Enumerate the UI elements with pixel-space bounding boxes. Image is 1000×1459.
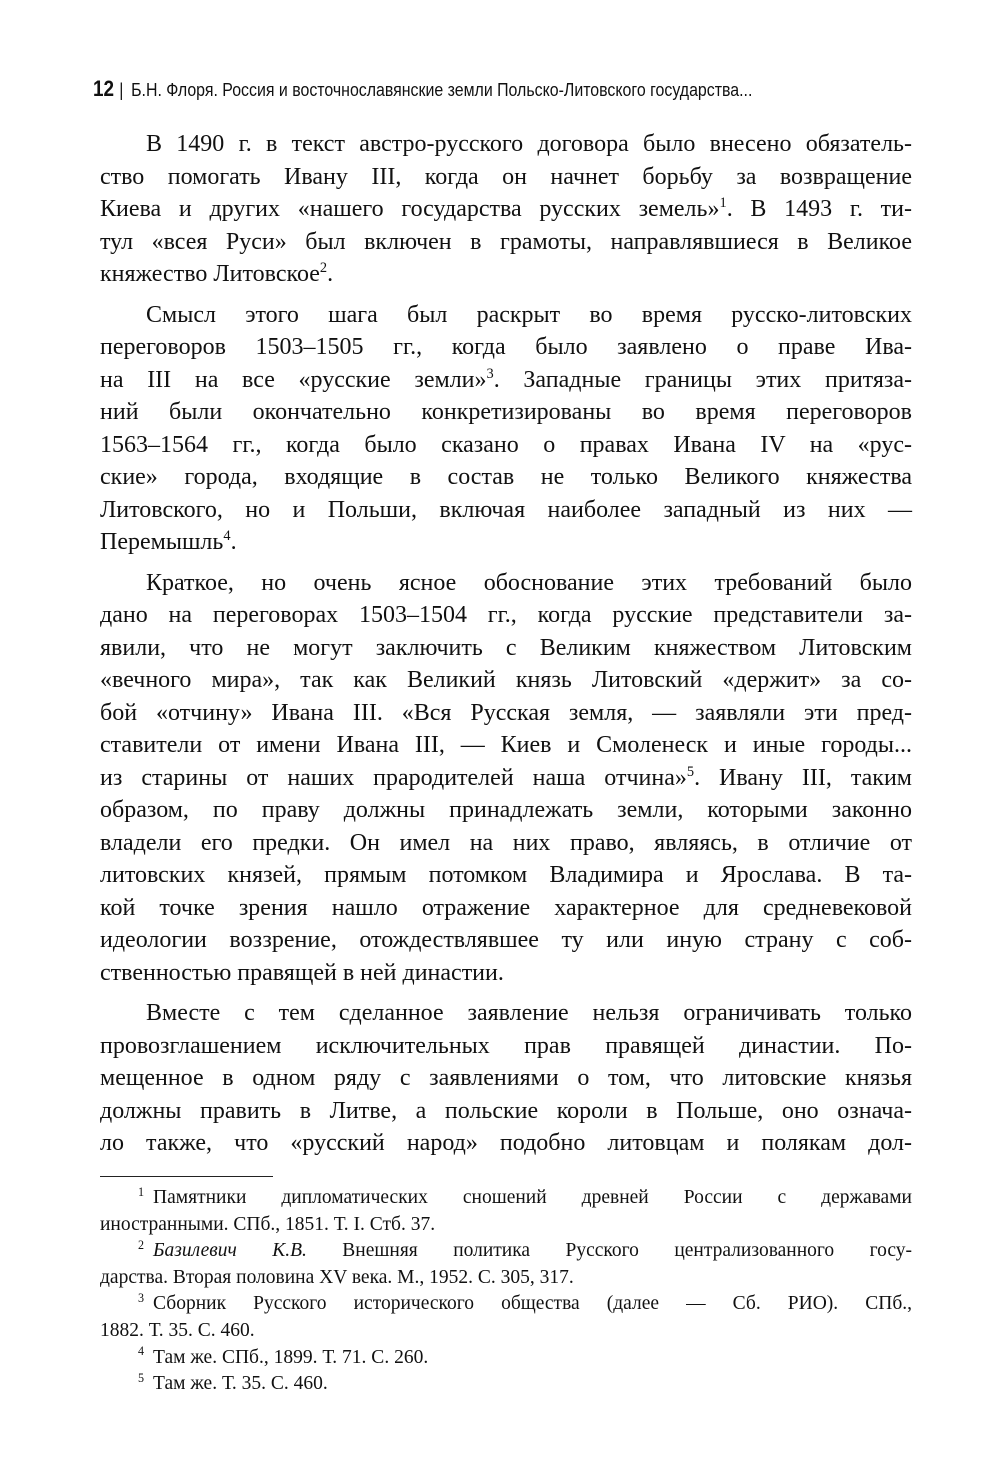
text-line: из старины от наших прародителей наша отчина»$^5$. Ивану III, таким [100,763,912,791]
footnote-ref: 2 [319,260,328,276]
text-line: Вместе с тем сделанное заявление нельзя ограничивать только [146,1000,912,1026]
footnote-ref: 1 [719,195,727,211]
footnote-author: Базилевич К.В. [153,1240,307,1262]
text-line: кой точке зрения нашло отражение характерное для средневековой [100,894,912,921]
text-line: явили, что не могут заключить с Великим княжеством Литовским [100,634,912,661]
footnote-line: 1882. Т. 35. С. 460. [100,1319,255,1341]
text-line: 1563–1564 гг., когда было сказано о правах Ивана IV на «рус- [100,431,912,458]
text-line: образом, по праву должны принадлежать земли, которыми законно [100,797,912,823]
text-line: ставители от имени Ивана III, — Киев и Смоленеск и иные городы... [100,732,912,758]
footnote-1 [100,1185,912,1238]
footnote-line: $^5$ Там же. Т. 35. С. 460. [138,1370,328,1395]
text-line: идеологии воззрение, отождествлявшее ту или иную страну с соб- [100,927,912,953]
text-line: провозглашением исключительных прав правящей династии. По- [100,1032,912,1059]
footnote-number: 2 [138,1237,145,1252]
text-line: на III на все «русские земли»$^3$. Западные границы этих притяза- [100,365,912,393]
footnote-line: $^1$ Памятники дипломатических сношений древней России с державами [138,1184,912,1208]
footnote-line: иностранными. СПб., 1851. Т. I. Стб. 37. [100,1213,436,1235]
text-line: владели его предки. Он имел на них право, являясь, в отличие от [100,829,912,856]
footnote-line: $^2$ Базилевич К.В. Внешняя политика Русского централизованного госу- [138,1237,912,1262]
text-line: ственностью правящей в ней династии. [100,959,504,986]
page-number: 12 [93,76,115,101]
header-separator: | [119,79,124,100]
running-header [93,76,807,102]
running-title: Б.Н. Флоря. Россия и восточнославянские земли Польско-Литовского государства... [131,79,753,100]
text-line: ло также, что «русский народ» подобно литовцам и полякам дол- [100,1130,912,1156]
footnote-rule [100,1176,273,1177]
footnote-line: $^4$ Там же. СПб., 1899. Т. 71. С. 260. [138,1344,429,1368]
footnote-4 [100,1345,912,1372]
paragraph-3 [100,567,912,990]
text-line: Литовского, но и Польши, включая наиболее западный из них — [100,496,912,523]
footnote-number: 3 [138,1290,145,1305]
main-text [100,128,912,1160]
footnote-number: 4 [138,1344,145,1359]
footnote-ref: 4 [223,528,231,544]
paragraph-1 [100,128,912,291]
footnote-line: $^3$ Сборник Русского исторического общества (далее — Сб. РИО). СПб., [138,1290,912,1315]
footnote-2 [100,1238,912,1291]
text-line: дано на переговорах 1503–1504 гг., когда русские представители за- [100,602,912,628]
footnote-number: 5 [138,1370,145,1385]
paragraph-4 [100,997,912,1160]
text-line: мещенное в одном ряду с заявлениями о том, что литовские князья [100,1065,912,1091]
text-line: ний были окончательно конкретизированы во время переговоров [100,399,912,425]
text-line: литовских князей, прямым потомком Владимира и Ярослава. В та- [100,862,912,888]
footnote-line: дарства. Вторая половина XV века. М., 1952. С. 305, 317. [100,1266,574,1288]
text-line: Киева и других «нашего государства русских земель»$^1$. В 1493 г. ти- [100,195,913,222]
text-line: Перемышль$^4$. [100,528,237,555]
text-line: переговоров 1503–1505 гг., когда было заявлено о праве Ива- [100,334,912,360]
text-line: В 1490 г. в текст австро-русского договора было внесено обязатель- [146,131,912,157]
text-line: ство помогать Ивану III, когда он начнет борьбу за возвращение [100,163,912,190]
text-line: Краткое, но очень ясное обоснование этих требований было [146,569,912,596]
footnotes [100,1185,912,1398]
footnote-ref: 3 [486,365,494,382]
text-line: «вечного мира», так как Великий князь Литовский «держит» за со- [100,667,912,693]
text-line: ские» города, входящие в состав не только Великого княжества [100,464,912,490]
text-line: бой «отчину» Ивана III. «Вся Русская земля, — заявляли эти пред- [100,699,912,726]
text-line: должны править в Литве, а польские короли в Польше, оно означа- [100,1097,912,1124]
paragraph-2 [100,299,912,559]
text-line: княжество Литовское$^2$. [100,260,334,287]
text-line: Смысл этого шага был раскрыт во время русско-литовских [146,301,912,328]
footnote-ref: 5 [686,763,695,780]
footnote-number: 1 [138,1184,145,1199]
text-line: тул «всея Руси» был включен в грамоты, направлявшиеся в Великое [100,228,912,255]
footnote-5 [100,1371,912,1398]
footnote-3 [100,1291,912,1344]
